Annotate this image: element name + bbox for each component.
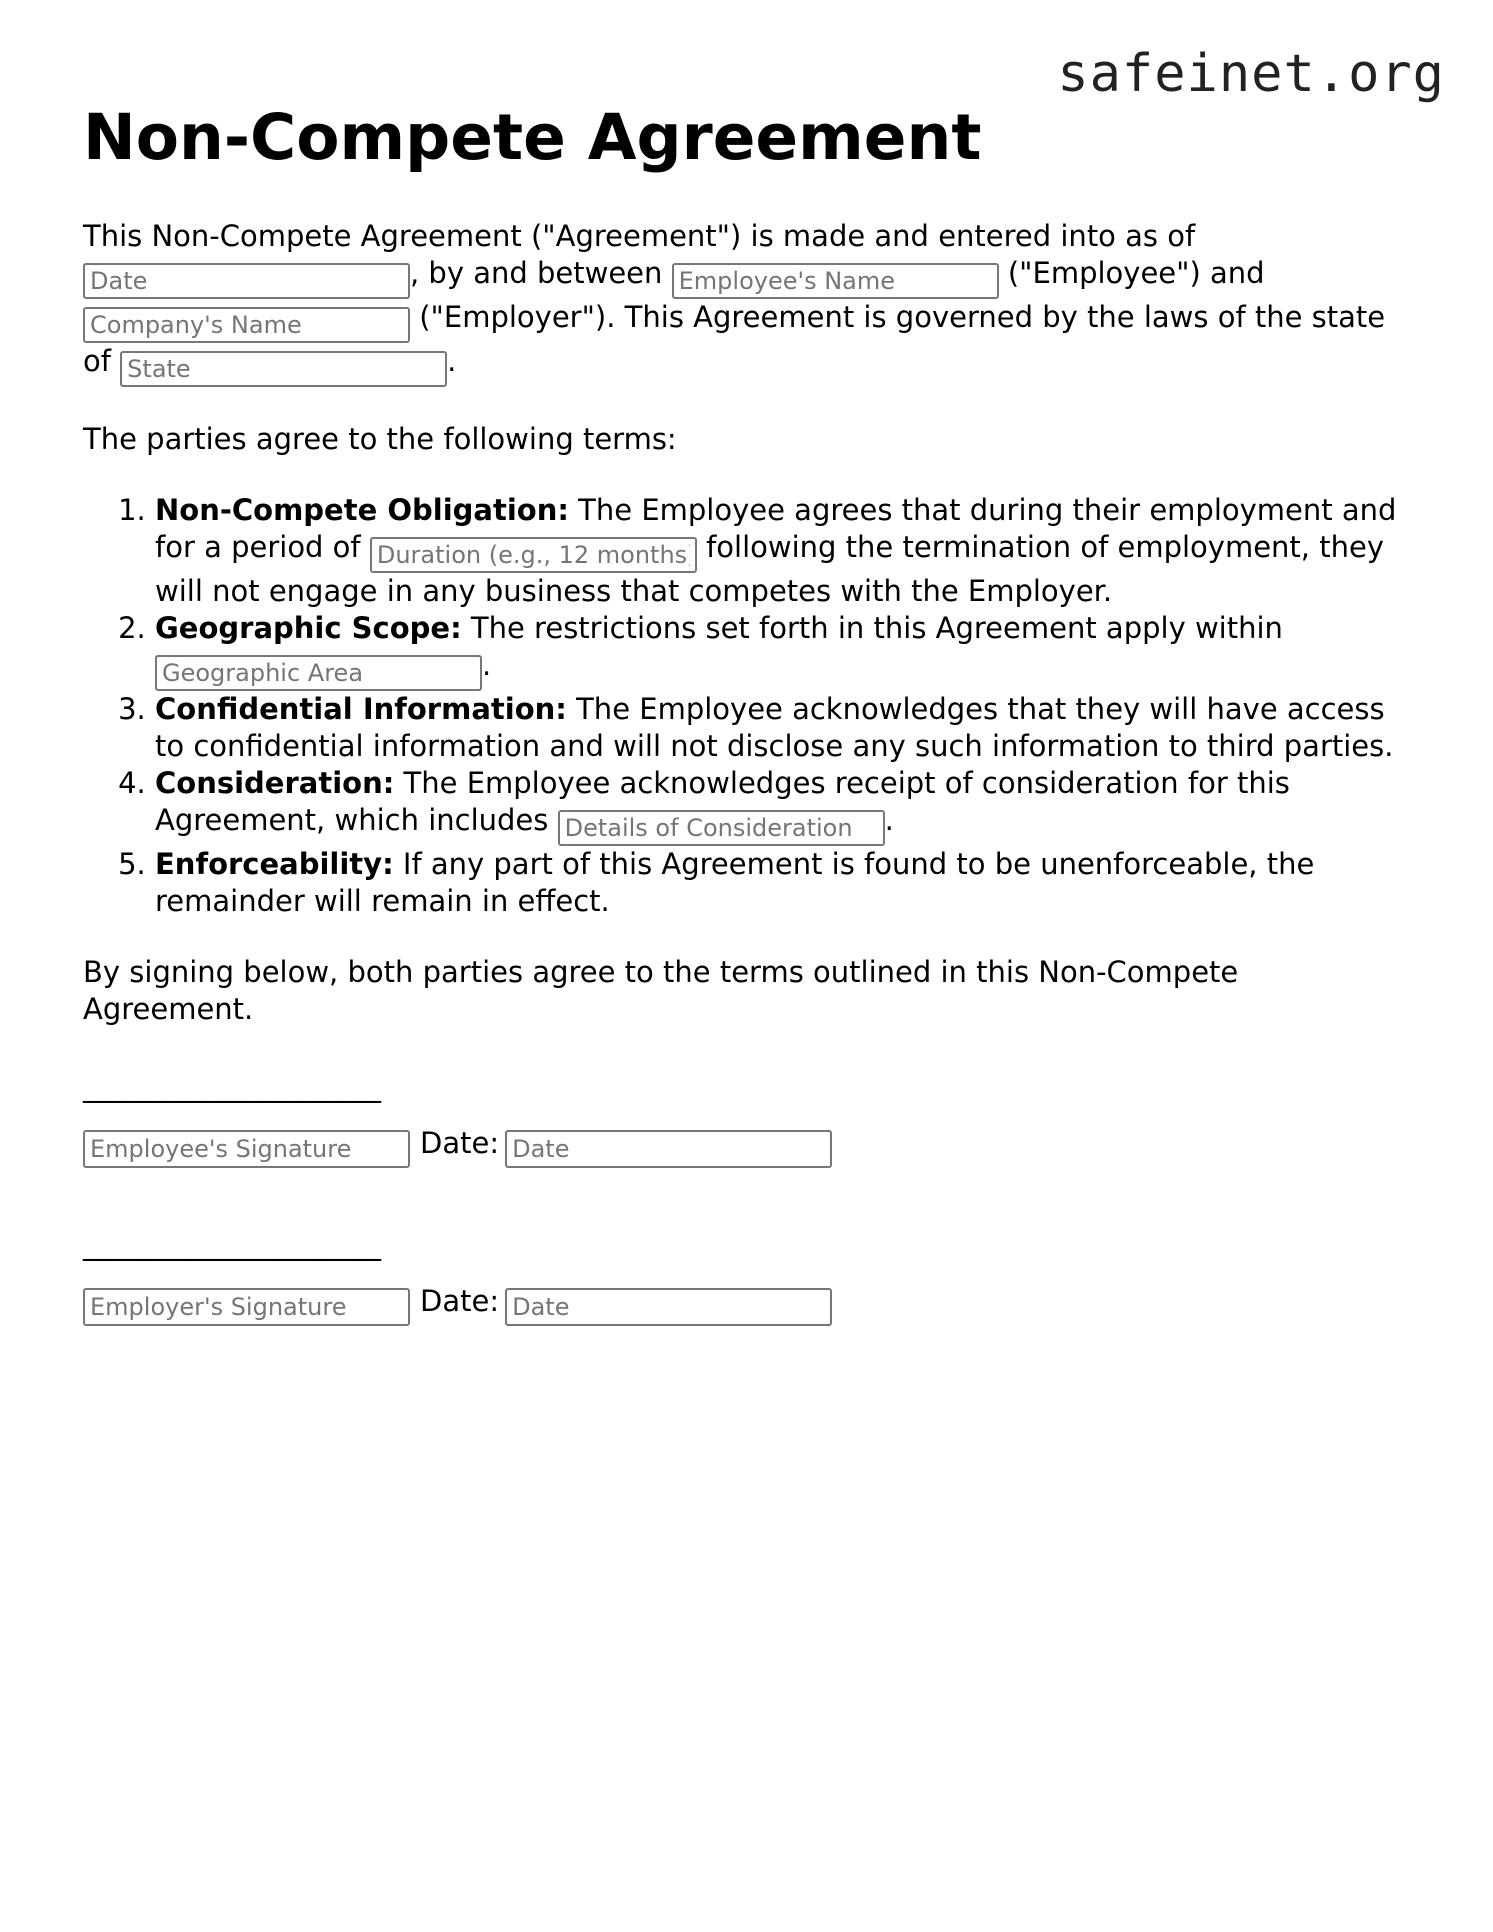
- term-heading: Enforceability:: [155, 846, 394, 881]
- employee-signature-line: ______________________: [83, 1068, 380, 1103]
- term-heading: Non-Compete Obligation:: [155, 492, 569, 527]
- employee-signature-row: [83, 1125, 1413, 1168]
- term-item-confidential-information: [155, 691, 1413, 765]
- state-input[interactable]: [120, 351, 447, 387]
- term-text: The restrictions set forth in this Agreement apply within: [470, 610, 1283, 645]
- intro-text-4: ("Employer"). This Agreement is governed by the laws of the state of: [83, 299, 1386, 378]
- date-label: Date:: [420, 1283, 500, 1318]
- intro-text-5: .: [447, 343, 457, 378]
- employer-signature-row: [83, 1283, 1413, 1326]
- agreement-date-input[interactable]: [83, 263, 410, 299]
- document-title: Non-Compete Agreement: [83, 101, 982, 174]
- document: [83, 100, 1413, 1384]
- consideration-details-input[interactable]: [558, 810, 885, 846]
- term-text: following the termination of employment, they will not engage in any business that competes with the Employer.: [155, 529, 1384, 608]
- terms-intro: The parties agree to the following terms:: [83, 421, 677, 456]
- intro-text-1: This Non-Compete Agreement ("Agreement") is made and entered into as of: [83, 218, 1196, 253]
- employee-name-input[interactable]: [672, 263, 999, 299]
- employer-signature-input[interactable]: [83, 1288, 410, 1326]
- term-text: If any part of this Agreement is found to be unenforceable, the remainder will remain in effect.: [155, 846, 1315, 918]
- term-text: The Employee acknowledges receipt of consideration for this Agreement, which includes: [155, 765, 1290, 837]
- term-heading: Geographic Scope:: [155, 610, 462, 645]
- term-item-geographic-scope: [155, 610, 1413, 691]
- term-item-non-compete: [155, 492, 1413, 610]
- term-item-consideration: [155, 765, 1413, 846]
- term-text: The Employee acknowledges that they will have access to confidential information and will not disclose any such information to third parties.: [155, 691, 1394, 763]
- employee-date-input[interactable]: [505, 1130, 832, 1168]
- geographic-area-input[interactable]: [155, 655, 482, 691]
- duration-input[interactable]: [370, 537, 697, 573]
- term-text: The Employee agrees that during their employment and for a period of: [155, 492, 1397, 564]
- closing-paragraph: By signing below, both parties agree to the terms outlined in this Non-Compete Agreement.: [83, 954, 1239, 1026]
- employer-date-input[interactable]: [505, 1288, 832, 1326]
- intro-paragraph: [83, 218, 1413, 387]
- employer-signature-line: ______________________: [83, 1226, 380, 1261]
- term-item-enforceability: [155, 846, 1413, 920]
- term-heading: Confidential Information:: [155, 691, 567, 726]
- watermark: safeinet.org: [1057, 44, 1445, 104]
- intro-text-3: ("Employee") and: [1007, 255, 1265, 290]
- company-name-input[interactable]: [83, 307, 410, 343]
- date-label: Date:: [420, 1125, 500, 1160]
- term-text: .: [482, 647, 492, 682]
- employee-signature-input[interactable]: [83, 1130, 410, 1168]
- terms-list: [83, 492, 1413, 920]
- term-heading: Consideration:: [155, 765, 395, 800]
- intro-text-2: , by and between: [410, 255, 663, 290]
- term-text: .: [884, 802, 894, 837]
